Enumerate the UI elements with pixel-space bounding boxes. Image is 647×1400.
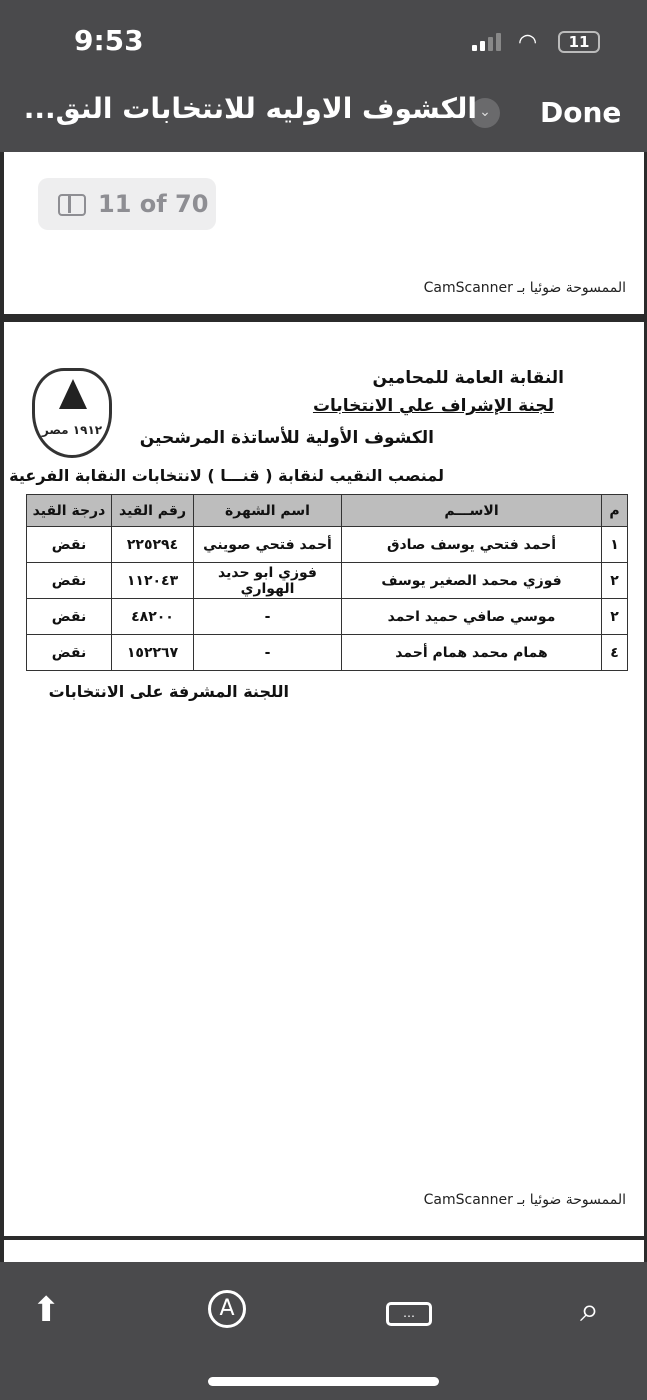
table-row <box>27 599 628 635</box>
status-time: 9:53 <box>74 24 144 57</box>
doc-subheading: لمنصب النقيب لنقابة ( قنـــا ) لانتخابات النقابة الفرعية <box>9 466 444 485</box>
table-cell: ١١٢٠٤٣ <box>112 563 194 599</box>
edit-fields-icon[interactable]: … <box>386 1302 432 1326</box>
table-cell: ٤ <box>602 635 628 671</box>
document-title[interactable]: الكشوف الاوليه للانتخابات النق... <box>23 92 477 125</box>
table-cell: موسي صافي حميد احمد <box>342 599 602 635</box>
table-cell: ٢ <box>602 599 628 635</box>
table-cell: نقض <box>27 563 112 599</box>
table-cell: ١٥٢٢٦٧ <box>112 635 194 671</box>
table-cell: ٤٨٢٠٠ <box>112 599 194 635</box>
chevron-down-icon[interactable]: ⌄ <box>470 98 500 128</box>
page-count: 11 of 70 <box>98 190 209 218</box>
top-bar <box>0 0 647 152</box>
table-row <box>27 635 628 671</box>
table-cell: فوزي محمد الصغير يوسف <box>342 563 602 599</box>
table-cell: نقض <box>27 599 112 635</box>
table-cell: أحمد فتحي صويني <box>194 527 342 563</box>
wifi-icon: ◠ <box>518 30 538 55</box>
table-cell: نقض <box>27 527 112 563</box>
col-header: درجة القيد <box>27 495 112 527</box>
done-button[interactable]: Done <box>540 96 622 129</box>
col-header: رقم القيد <box>112 495 194 527</box>
col-header: اسم الشهرة <box>194 495 342 527</box>
doc-footer: اللجنة المشرفة على الانتخابات <box>48 682 289 701</box>
col-header: الاســـم <box>342 495 602 527</box>
table-row <box>27 527 628 563</box>
camscanner-watermark: الممسوحة ضوئيا بـ CamScanner <box>423 1192 626 1208</box>
table-row <box>27 563 628 599</box>
seal-text: ١٩١٢ مصر <box>41 423 103 437</box>
camscanner-watermark: الممسوحة ضوئيا بـ CamScanner <box>423 280 626 296</box>
table-cell: ١ <box>602 527 628 563</box>
page-indicator[interactable] <box>38 178 216 230</box>
home-indicator[interactable] <box>208 1377 439 1386</box>
table-cell: - <box>194 635 342 671</box>
pdf-page-10 <box>4 152 644 314</box>
org-name: النقابة العامة للمحامين <box>372 368 564 388</box>
bar-association-seal <box>32 368 112 458</box>
pdf-page-11 <box>4 322 644 1236</box>
table-cell: نقض <box>27 635 112 671</box>
committee-name: لجنة الإشراف علي الانتخابات <box>312 396 554 416</box>
table-cell: ٢ <box>602 563 628 599</box>
candidates-table <box>26 494 628 671</box>
battery-icon: 11 <box>558 31 600 53</box>
col-header: م <box>602 495 628 527</box>
markup-icon[interactable]: A <box>208 1290 246 1328</box>
search-icon[interactable]: ⌕ <box>580 1290 600 1330</box>
share-icon[interactable]: ⬆ <box>32 1290 61 1330</box>
table-cell: ٢٢٥٢٩٤ <box>112 527 194 563</box>
table-cell: فوزي ابو حديد الهواري <box>194 563 342 599</box>
cellular-signal-icon <box>472 33 501 51</box>
sidebar-icon <box>58 194 86 216</box>
table-cell: - <box>194 599 342 635</box>
table-cell: همام محمد همام أحمد <box>342 635 602 671</box>
doc-heading: الكشوف الأولية للأساتذة المرشحين <box>139 428 434 448</box>
table-cell: أحمد فتحي يوسف صادق <box>342 527 602 563</box>
